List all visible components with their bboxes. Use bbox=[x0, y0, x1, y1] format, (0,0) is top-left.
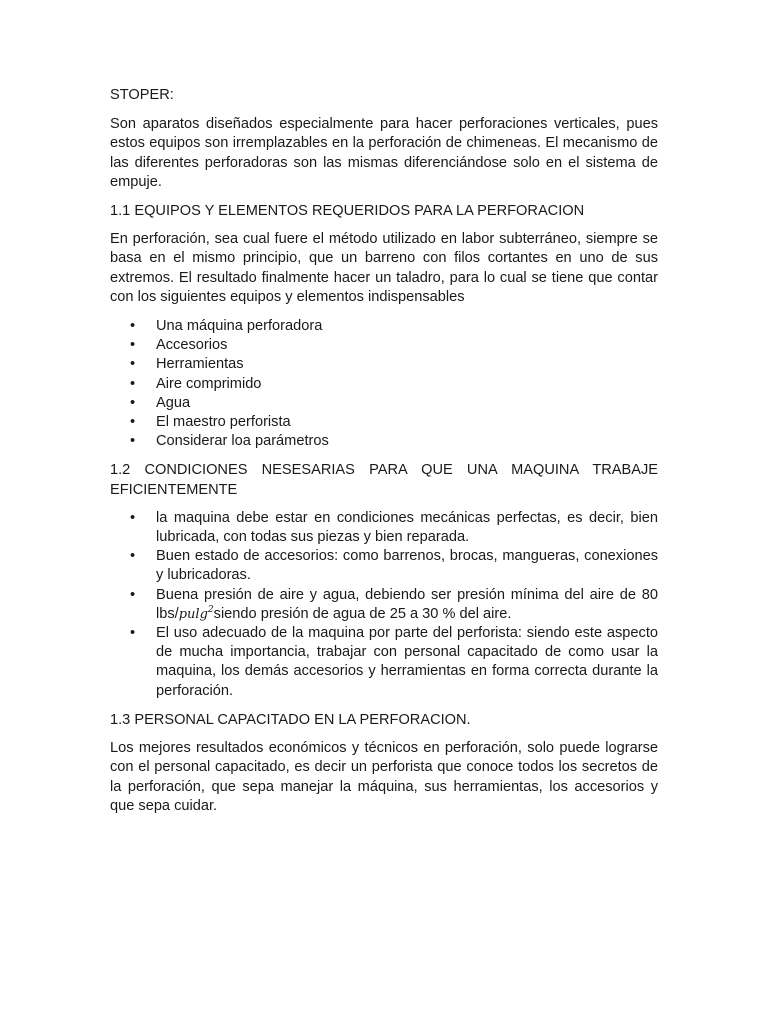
list-item: • El maestro perforista bbox=[110, 413, 658, 432]
section-1-2-title: 1.2 CONDICIONES NESESARIAS PARA QUE UNA MAQUINA TRABAJE EFICIENTEMENTE bbox=[110, 462, 658, 498]
list-item: • Considerar loa parámetros bbox=[110, 432, 658, 451]
stoper-heading: STOPER: bbox=[110, 87, 174, 103]
list-item: • Una máquina perforadora bbox=[110, 317, 658, 336]
stoper-paragraph: Son aparatos diseñados especialmente para hacer perforaciones verticales, pues estos equipos son irremplazables en la perforación de chimeneas. El mecanismo de las diferentes perforadoras son las mismas diferenciándose solo en el sistema de empuje. bbox=[110, 116, 658, 190]
unit-exponent: 2 bbox=[207, 604, 214, 615]
section-1-3-paragraph: Los mejores resultados económicos y técnicos en perforación, solo puede lograrse con el personal capacitado, es decir un perforista que conoce todos los secretos de la perforación, que sepa manejar la máquina, sus herramientas, los accesorios y que sepa cuidar. bbox=[110, 740, 658, 814]
pressure-text-after: siendo presión de agua de 25 a 30 % del aire. bbox=[213, 605, 512, 622]
section-1-1-title: 1.1 EQUIPOS Y ELEMENTOS REQUERIDOS PARA LA PERFORACION bbox=[110, 203, 585, 220]
equipment-list bbox=[110, 317, 658, 451]
list-item: • Agua bbox=[110, 394, 658, 413]
list-item-pressure bbox=[110, 586, 658, 624]
section-1-1-paragraph: En perforación, sea cual fuere el método utilizado en labor subterráneo, siempre se basa en el mismo principio, que un barreno con filos cortantes en uno de sus extremos. El resultado finalmente hacer un taladro, para lo cual se tiene que contar con los siguientes equipos y elementos indispensables bbox=[110, 231, 658, 305]
conditions-list bbox=[110, 509, 658, 701]
list-item: • Accesorios bbox=[110, 336, 658, 355]
list-item: • Buen estado de accesorios: como barrenos, brocas, mangueras, conexiones y lubricadoras. bbox=[110, 547, 658, 585]
unit-formula: pulg bbox=[178, 606, 208, 622]
section-1-3-title: 1.3 PERSONAL CAPACITADO EN LA PERFORACION. bbox=[110, 711, 471, 728]
list-item: • El uso adecuado de la maquina por parte del perforista: siendo este aspecto de mucha importancia, trabajar con personal capacitado de como usar la maquina, los demás accesorios y herramientas en forma correcta durante la perforación. bbox=[110, 624, 658, 701]
list-item: • la maquina debe estar en condiciones mecánicas perfectas, es decir, bien lubricada, con todas sus piezas y bien reparada. bbox=[110, 509, 658, 547]
document-content bbox=[110, 86, 658, 826]
list-item: • Aire comprimido bbox=[110, 375, 658, 394]
pressure-text-before: Buena presión de aire y agua, debiendo ser presión mínima del aire de 80 lbs/ bbox=[156, 586, 658, 622]
list-item: • Herramientas bbox=[110, 355, 658, 374]
